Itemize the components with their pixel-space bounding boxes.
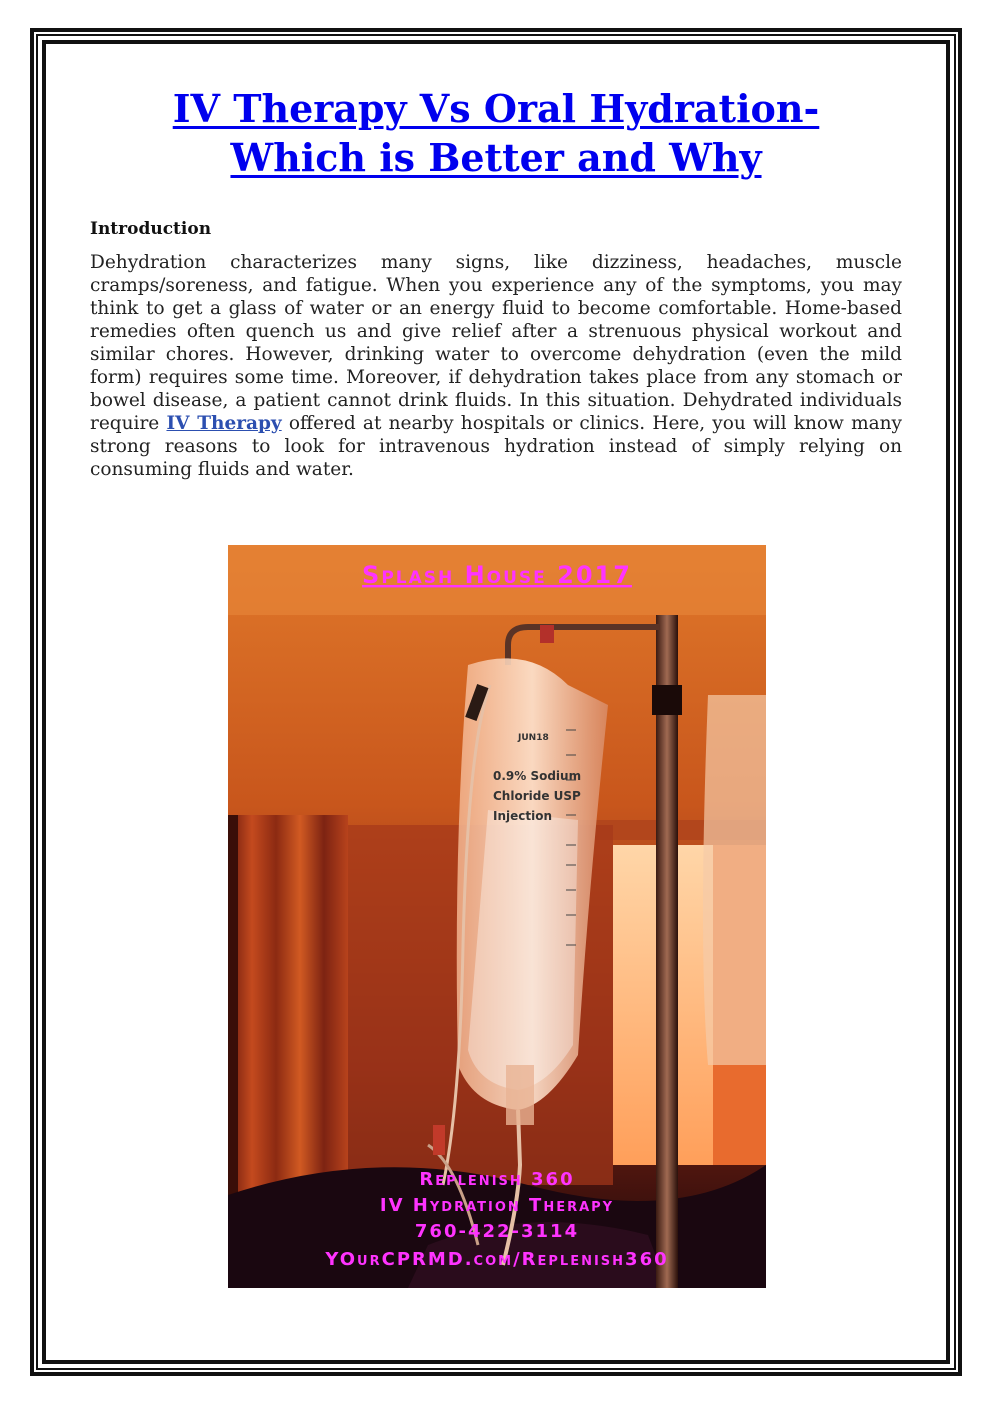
bag-label-text-2: Chloride USP xyxy=(493,789,581,803)
paragraph-text-start: Dehydration characterizes many signs, like dizziness, headaches, muscle cramps/soreness, and fatigue. When you experience any of the symptoms, you may think to get a glass of water or an energy fluid to become comfortable. Home-based remedies often quench us and give relief after a strenuous physical workout and similar chores. However, drinking water to overcome dehydration (even the mild form) requires some time. Moreover, if dehydration takes place from any stomach or bowel disease, a patient cannot drink fluids. In this situation. Dehydrated individuals require xyxy=(90,252,902,434)
bag-label-text-1: 0.9% Sodium xyxy=(493,769,582,783)
image-caption-line-1: Replenish 360 xyxy=(419,1169,575,1190)
title-line-2: Which is Better and Why xyxy=(230,135,762,180)
image-caption-title: Splash House 2017 xyxy=(362,561,632,589)
section-heading-introduction: Introduction xyxy=(90,219,212,239)
image-caption-line-4: YOurCPRMD.com/Replenish360 xyxy=(325,1249,669,1270)
paragraph-text-end: offered at nearby hospitals or clinics. Here, you will know many strong reasons to look for intravenous hydration instead of simply relying on consuming fluids and water. xyxy=(90,413,903,480)
image-caption-line-2: IV Hydration Therapy xyxy=(379,1195,615,1216)
iv-therapy-link[interactable]: IV Therapy xyxy=(166,413,282,434)
title-line-1: IV Therapy Vs Oral Hydration- xyxy=(172,86,820,131)
image-caption-line-3: 760-422-3114 xyxy=(414,1221,580,1242)
iv-bag-photo xyxy=(228,545,766,1288)
bag-label-text-3: Injection xyxy=(493,809,553,823)
introduction-paragraph xyxy=(90,251,902,481)
bag-label-text-4: JUN18 xyxy=(518,733,549,743)
document-title xyxy=(90,84,902,182)
